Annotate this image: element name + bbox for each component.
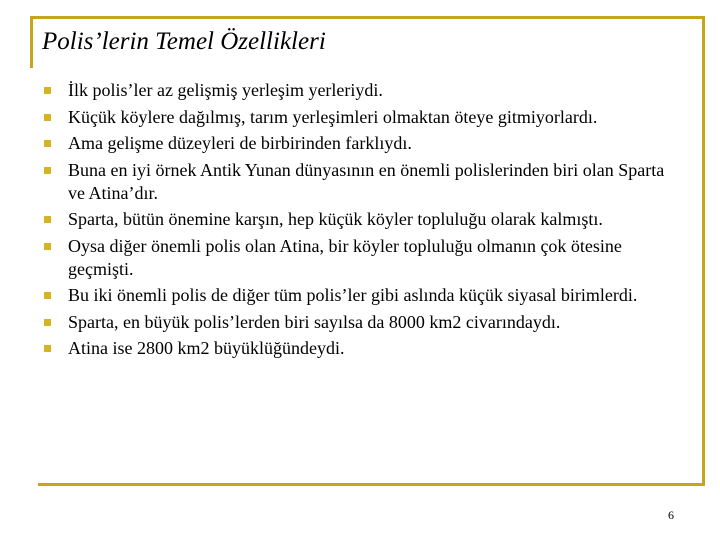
square-bullet-icon (44, 243, 51, 250)
bullet-item (44, 311, 684, 334)
bullet-text: Oysa diğer önemli polis olan Atina, bir köyler topluluğu olmanın çok ötesine geçmişti. (68, 235, 622, 279)
bullet-text: Sparta, en büyük polis’lerden biri sayılsa da 8000 km2 civarındaydı. (68, 311, 561, 332)
right-rule-line (702, 16, 705, 484)
bullet-item (44, 337, 684, 360)
bullet-text: Buna en iyi örnek Antik Yunan dünyasının en önemli polislerinden biri olan Sparta ve Atina’dır. (68, 159, 665, 203)
square-bullet-icon (44, 292, 51, 299)
square-bullet-icon (44, 319, 51, 326)
square-bullet-icon (44, 140, 51, 147)
top-rule-line (30, 16, 705, 19)
bullet-text: Bu iki önemli polis de diğer tüm polis’ler gibi aslında küçük siyasal birimlerdi. (68, 285, 638, 305)
bullet-text: Atina ise 2800 km2 büyüklüğündeydi. (68, 338, 345, 358)
square-bullet-icon (44, 87, 51, 94)
bullet-item (44, 106, 684, 129)
page-number: 6 (668, 508, 674, 522)
square-bullet-icon (44, 167, 51, 174)
bullet-text: Küçük köylere dağılmış, tarım yerleşimleri olmaktan öteye gitmiyorlardı. (68, 106, 598, 127)
bullet-item (44, 79, 684, 102)
bottom-rule-line (38, 483, 705, 486)
left-rule-line (30, 16, 33, 68)
slide-title: Polis’lerin Temel Özellikleri (42, 28, 326, 55)
square-bullet-icon (44, 114, 51, 121)
bullet-text: İlk polis’ler az gelişmiş yerleşim yerleriydi. (68, 80, 383, 100)
bullet-item (44, 284, 684, 307)
bullet-list (44, 79, 684, 364)
bullet-text: Sparta, bütün önemine karşın, hep küçük köyler topluluğu olarak kalmıştı. (68, 209, 603, 229)
bullet-item (44, 159, 684, 205)
bullet-item (44, 235, 684, 281)
square-bullet-icon (44, 345, 51, 352)
bullet-item (44, 132, 684, 155)
bullet-text: Ama gelişme düzeyleri de birbirinden farklıydı. (68, 133, 412, 153)
bullet-item (44, 208, 684, 231)
square-bullet-icon (44, 216, 51, 223)
